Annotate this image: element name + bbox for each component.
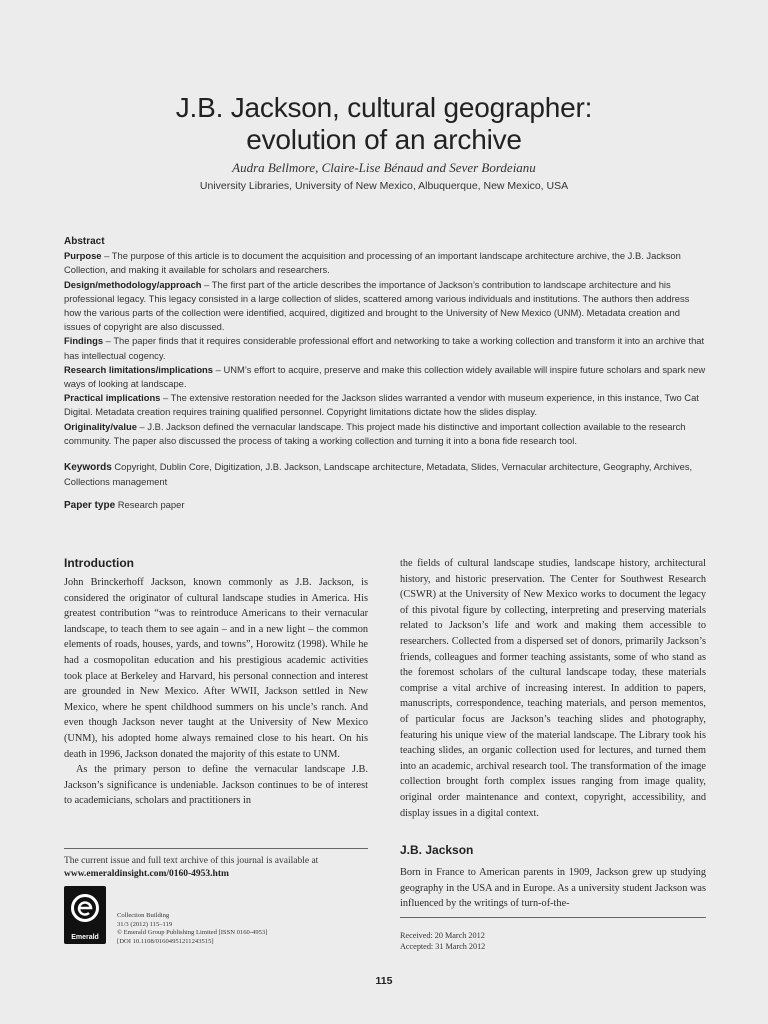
received-date: Received: 20 March 2012 [400,931,485,940]
logo-label: Emerald [71,934,99,941]
abstract-purpose [64,249,708,277]
intro-paragraph-1: John Brinckerhoff Jackson, known commonly as J.B. Jackson, is considered the originator of cultural landscape studies in America. His greatest contribution “was to reintroduce Americans to their vernacular landscape, to teach them to see again – and in a new light – the common elements of roads, houses, yards, and towns”, Horowitz (1998). While he had a cosmopolitan education and his prestigious academic activities took place at Berkeley and Harvard, his personal connection and interest are grounded in New Mexico. After WWII, Jackson settled in New Mexico, where he spent childhood summers on his uncle’s ranch. And even though Jackson never taught at the University of New Mexico (UNM), his adopted home always remained close to his heart. On his death in 1996, Jackson donated the majority of this estate to UNM. [64,577,368,760]
title-line-2: evolution of an archive [246,124,522,155]
paper-type [64,499,708,511]
affiliation: University Libraries, University of New Mexico, Albuquerque, New Mexico, USA [199,180,569,192]
abstract-originality [64,420,708,448]
journal-doi: [DOI 10.1108/01604951211243515] [117,937,214,945]
journal-volume: 31/3 (2012) 115–119 [117,920,173,928]
journal-info [117,912,377,946]
journal-footnote [64,848,368,881]
article-dates [400,917,706,952]
intro-paragraph-3: the fields of cultural landscape studies, landscape history, architectural history, and historic preservation. The Center for Southwest Research (CSWR) at the University of New Mexico works to document the legacy of this pivotal figure by collecting, interpreting and preserving materials related to Jackson’s life and work and making them accessible to researchers. Collected from a dispersed set of donors, primarily Jackson’s friends, colleagues and former teaching assistants, some of who stand as the foremost scholars of the cultural landscape today, these materials comprise a vital archive of increasing interest. In addition to papers, manuscripts, correspondence, teaching materials, and person mementos, of particular focus are Jackson’s teaching slides and photography, featuring his unique view of the material landscape. The Library took his teaching slides, an organic collection used for lectures, and turned them into an academic, archival research tool. The transformation of the image collection brought forth complex issues ranging from image quality, original order maintenance and context, copyright, accessibility, and display issues in a digital context. [400,558,706,819]
keywords-text: Copyright, Dublin Core, Digitization, J.B. Jackson, Landscape architecture, Metadata, Slides, Vernacular architecture, Geography, Archives, Collections management [64,461,693,488]
abstract-text: – The paper finds that it requires considerable professional effort and networking to take a working collection and transform it into an archive that has intellectual cogency. [64,335,705,361]
abstract [64,235,708,448]
introduction-heading: Introduction [64,556,134,570]
title-line-1: J.B. Jackson, cultural geographer: [175,92,593,123]
footnote-text: The current issue and full text archive of this journal is available at [64,856,319,866]
emerald-logo [64,886,106,944]
abstract-label: Purpose [64,250,102,262]
abstract-text: – J.B. Jackson defined the vernacular landscape. This project made his distinctive and important collection available to the research community. The paper also discussed the process of taking a working collection and turning it into a bona fide research tool. [64,420,686,446]
journal-copyright: © Emerald Group Publishing Limited [ISSN 0160-4953] [117,929,268,936]
keywords [64,460,708,489]
authors: Audra Bellmore, Claire-Lise Bénaud and Sever Bordeianu [232,160,536,175]
left-column [64,575,368,809]
jb-jackson-text: Born in France to American parents in 1909, Jackson grew up studying geography in the USA and in Europe. As a university student Jackson was influenced by the writings of turn-of-the- [400,867,706,910]
abstract-practical [64,391,708,419]
abstract-label: Practical implications [64,392,161,404]
right-column [400,556,706,821]
abstract-label: Originality/value [64,420,137,432]
abstract-limitations [64,363,708,391]
jb-jackson-heading: J.B. Jackson [400,843,474,857]
paper-type-text: Research paper [115,499,185,510]
journal-name: Collection Building [117,912,170,919]
article-title [0,92,768,156]
journal-url-link[interactable]: www.emeraldinsight.com/0160-4953.htm [64,869,229,879]
abstract-heading: Abstract [64,236,105,247]
abstract-label: Design/methodology/approach [64,278,202,290]
paper-type-label: Paper type [64,500,116,511]
page-number: 115 [375,975,393,987]
abstract-design [64,278,708,335]
abstract-label: Research limitations/implications [64,363,214,375]
jb-jackson-paragraph [400,865,706,912]
intro-paragraph-2: As the primary person to define the vernacular landscape J.B. Jackson’s significance is undeniable. Jackson continues to be of interest to academicians, scholars and practitioners in [64,764,368,807]
emerald-e-icon [70,892,100,926]
abstract-label: Findings [64,335,104,347]
accepted-date: Accepted: 31 March 2012 [400,942,486,951]
abstract-findings [64,334,708,362]
abstract-text: – The extensive restoration needed for the Jackson slides warranted a vendor with museum experience, in this instance, Two Cat Digital. Metadata creation requires training qualified personnel. Copyright limitations dictate how the slides display. [64,392,699,418]
abstract-text: – The first part of the article describes the importance of Jackson’s contribution to landscape architecture and his professional legacy. This legacy consisted in a large collection of slides, scattered among various individuals and institutions. The authors then address how the various parts of the collection were identified, acquired, digitized and brought to the University of New Mexico (UNM). Metadata creation and issues of copyright are also discussed. [64,278,690,333]
abstract-text: – The purpose of this article is to document the acquisition and processing of an important landscape architecture archive, the J.B. Jackson Collection, and making it available for scholars and researchers. [64,250,681,276]
keywords-label: Keywords [64,462,112,473]
abstract-text: – UNM’s effort to acquire, preserve and make this collection widely available will inspire future scholars and spark new ways of looking at landscape. [64,363,706,390]
